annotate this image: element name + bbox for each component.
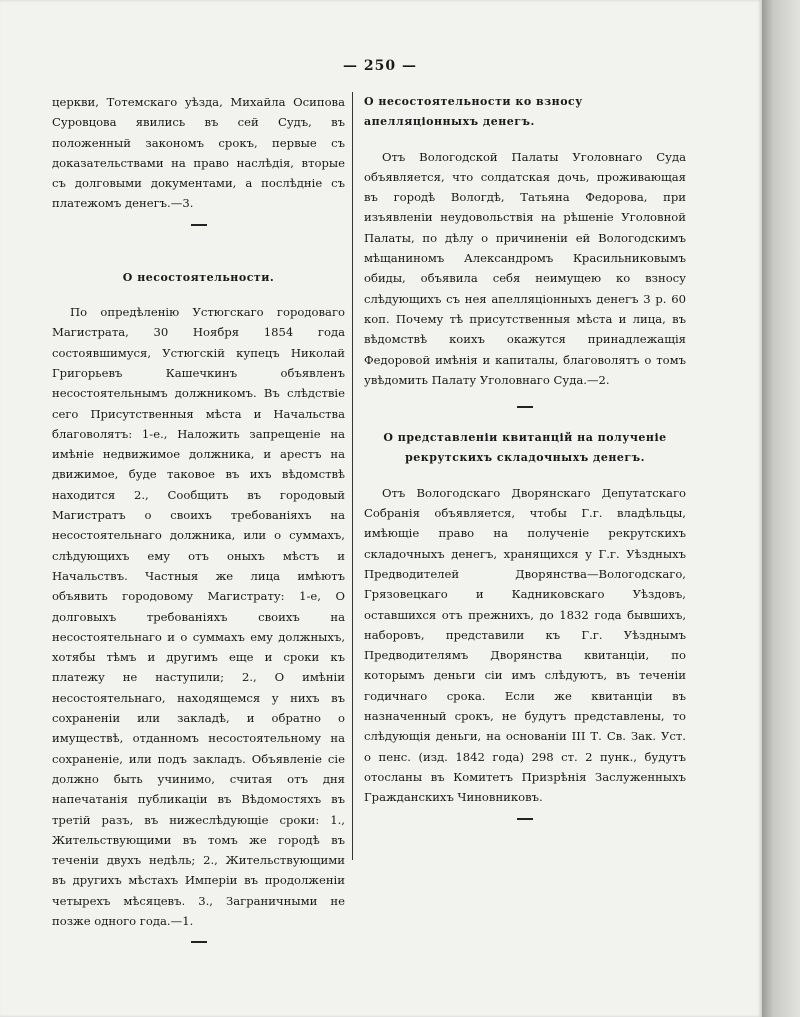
section-divider xyxy=(191,941,207,943)
right-column xyxy=(364,92,686,832)
insolvency-body: По опредѣленію Устюгскаго городоваго Магистрата, 30 Ноября 1854 года состоявшимуся, Устюгскій купецъ Николай Григорьевъ Кашечкинъ объявленъ несостоятельнымъ должникомъ. Въ слѣдствіе сего Присутственныя мѣста и Начальства благоволятъ: 1-е., Наложить запрещеніе на имѣніе недвижимое должника, и арестъ на движимое, буде таковое въ ихъ вѣдомствѣ находится 2., Сообщить въ городовый Магистратъ о своихъ требованіяхъ на несостоятельнаго должника, или о суммахъ, слѣдующихъ ему отъ оныхъ мѣстъ и Начальствъ. Частныя же лица имѣютъ объявить городовому Магистрату: 1-е, О долговыхъ требованіяхъ своихъ на несостоятельнаго и о суммахъ ему должныхъ, хотябы тѣмъ и другимъ еще и сроки къ платежу не наступили; 2., О имѣніи несостоятельнаго, находящемся у нихъ въ сохраненіи или закладѣ, и обратно о имуществѣ, отданномъ несостоятельному на сохраненіе, или подъ закладъ. Объявленіе сіе должно быть учинимо, считая отъ дня напечатанія публикаціи въ Вѣдомостяхъ въ третій разъ, въ нижеслѣдующіе сроки: 1., Жительствующими въ томъ же городѣ въ теченіи двухъ недѣль; 2., Жительствующими въ другихъ мѣстахъ Имперіи въ продолженіи четырехъ мѣсяцевъ. 3., Заграничными не позже одного года.—1. xyxy=(52,305,345,928)
section-divider xyxy=(517,406,533,408)
intro-paragraph: церкви, Тотемскаго уѣзда, Михайла Осипова Суровцова явились въ сей Судъ, въ положенный закономъ срокъ, первые съ доказательствами на право наслѣдія, вторые съ долговыми документами, а послѣдніе съ платежомъ денегъ.—3. xyxy=(52,95,345,211)
receipts-body: Отъ Вологодскаго Дворянскаго Депутатскаго Собранія объявляется, чтобы Г.г. владѣльцы, имѣющіе право на полученіе рекрутскихъ складочныхъ денегъ, хранящихся у Г.г. Уѣздныхъ Предводителей Дворянства—Вологодскаго, Грязовецкаго и Кадниковскаго Уѣздовъ, оставшихся отъ прежнихъ, до 1832 года бывшихъ, наборовъ, представили къ Г.г. Уѣзднымъ Предводителямъ Дворянства квитанціи, по которымъ деньги сіи имъ слѣдуютъ, въ теченіи годичнаго срока. Если же квитанціи въ назначенный срокъ, не будутъ представлены, то слѣдующія деньги, на основаніи III Т. Св. Зак. Уст. о пенс. (изд. 1842 года) 298 ст. 2 пунк., будутъ отосланы въ Комитетъ Призрѣнія Заслуженныхъ Гражданскихъ Чиновниковъ. xyxy=(364,485,686,805)
left-column xyxy=(52,92,345,955)
book-spine-shadow xyxy=(762,0,800,1017)
appeal-fee-body: Отъ Вологодской Палаты Уголовнаго Суда объявляется, что солдатская дочь, проживающая въ городѣ Вологдѣ, Татьяна Федорова, при изъявленіи неудовольствія на рѣшеніе Уголовной Палаты, по дѣлу о причиненіи ей Вологодскимъ мѣщаниномъ Александромъ Красильниковымъ обиды, объявила себя неимущею ко взносу слѣдующихъ съ нея апелляціонныхъ денегъ 3 р. 60 коп. Почему тѣ присутственныя мѣста и лица, въ вѣдомствѣ коихъ окажутся принадлежащія Федоровой имѣнія и капиталы, благоволятъ о томъ увѣдомить Палату Уголовнаго Суда.—2. xyxy=(364,149,686,387)
section-divider xyxy=(517,818,533,820)
appeal-fee-heading: О несостоятельности ко взносу апелляціонныхъ денегъ. xyxy=(364,95,583,129)
column-rule xyxy=(352,92,353,860)
page-number: — 250 — xyxy=(343,58,417,74)
insolvency-heading: О несостоятельности. xyxy=(122,270,275,284)
receipts-heading: О представленіи квитанцій на полученіе рекрутскихъ складочныхъ денегъ. xyxy=(383,431,667,465)
section-divider xyxy=(191,224,207,226)
